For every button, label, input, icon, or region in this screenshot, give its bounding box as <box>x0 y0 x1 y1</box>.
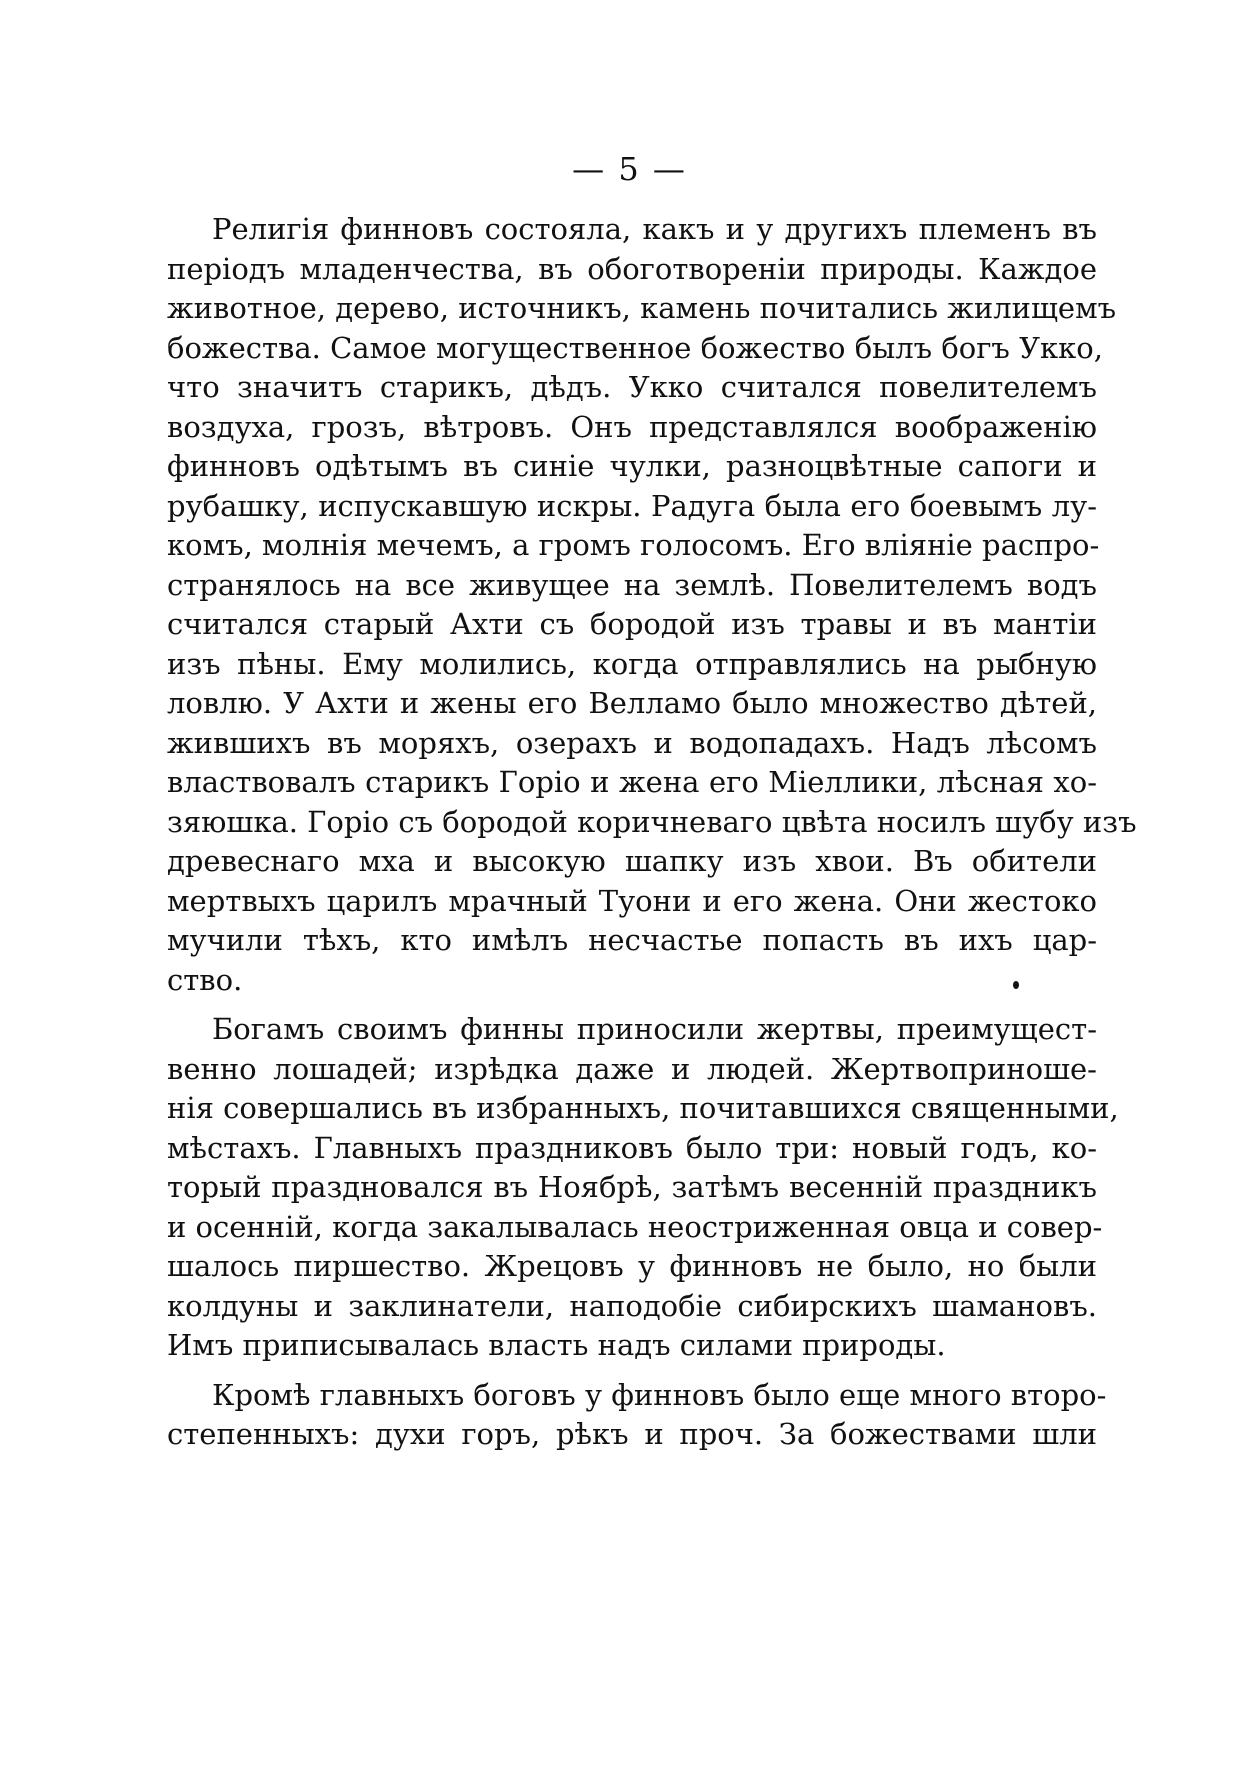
text-line: мертвыхъ царилъ мрачный Туони и его жена. Они жестоко <box>167 883 1097 918</box>
paragraph-1 <box>167 210 1137 1000</box>
text-line: и осенній, когда закалывалась неостриженная овца и совер- <box>167 1209 1103 1244</box>
text-line: шалось пиршество. Жрецовъ у финновъ не было, но были <box>167 1249 1097 1283</box>
text-line: мѣстахъ. Главныхъ праздниковъ было три: новый годъ, ко- <box>167 1130 1097 1165</box>
text-line: жившихъ въ моряхъ, озерахъ и водопадахъ. Надъ лѣсомъ <box>167 725 1097 760</box>
text-line: животное, дерево, источникъ, камень почитались жилищемъ <box>167 291 1117 325</box>
paragraph-gap <box>167 1366 1097 1376</box>
text-line: венно лошадей; изрѣдка даже и людей. Жертвоприноше- <box>167 1051 1097 1086</box>
text-line: Религія финновъ состояла, какъ и у другихъ племенъ въ <box>212 212 1097 246</box>
text-line: ловлю. У Ахти и жены его Велламо было множество дѣтей, <box>167 686 1097 720</box>
text-line: изъ пѣны. Ему молились, когда отправлялись на рыбную <box>167 646 1097 681</box>
text-line: зяюшка. Горіо съ бородой коричневаго цвѣта носилъ шубу изъ <box>167 804 1137 839</box>
page-number: — 5 — <box>572 150 687 188</box>
text-line: Имъ приписывалась власть надъ силами природы. <box>167 1328 946 1362</box>
text-line: колдуны и заклинатели, наподобіе сибирскихъ шамановъ. <box>167 1288 1097 1323</box>
paragraph-2 <box>167 1010 1119 1366</box>
text-line: странялось на все живущее на землѣ. Повелителемъ водъ <box>167 567 1097 602</box>
paragraph-3 <box>167 1376 1107 1455</box>
text-line: властвовалъ старикъ Горіо и жена его Міеллики, лѣсная хо- <box>167 765 1097 799</box>
text-line: нія совершались въ избранныхъ, почитавшихся священными, <box>167 1091 1119 1125</box>
text-line: воздуха, грозъ, вѣтровъ. Онъ представлялся воображенію <box>167 409 1097 444</box>
text-line: торый праздновался въ Ноябрѣ, затѣмъ весенній праздникъ <box>167 1170 1097 1204</box>
text-line: финновъ одѣтымъ въ синіе чулки, разноцвѣтные сапоги и <box>167 449 1097 483</box>
text-line: божества. Самое могущественное божество былъ богъ Укко, <box>167 330 1103 365</box>
text-line: рубашку, испускавшую искры. Радуга была его боевымъ лу- <box>167 488 1097 523</box>
text-line: древеснаго мха и высокую шапку изъ хвои. Въ обители <box>167 844 1097 878</box>
text-line: ство. <box>167 962 243 997</box>
text-line: комъ, молнія мечемъ, а громъ голосомъ. Его вліяніе распро- <box>167 528 1100 562</box>
body-text <box>167 210 1137 1455</box>
text-line: мучили тѣхъ, кто имѣлъ несчастье попасть въ ихъ цар- <box>167 923 1097 957</box>
ink-speck <box>1013 981 1019 989</box>
text-line: Кромѣ главныхъ боговъ у финновъ было еще много второ- <box>212 1377 1107 1412</box>
text-line: считался старый Ахти съ бородой изъ травы и въ мантіи <box>167 607 1097 641</box>
text-line: Богамъ своимъ финны приносили жертвы, преимущест- <box>212 1012 1097 1046</box>
text-line: степенныхъ: духи горъ, рѣкъ и проч. За божествами шли <box>167 1417 1097 1451</box>
text-line: періодъ младенчества, въ обоготвореніи природы. Каждое <box>167 251 1097 286</box>
text-line: что значитъ старикъ, дѣдъ. Укко считался повелителемъ <box>167 370 1097 404</box>
paragraph-gap <box>167 1000 1097 1010</box>
